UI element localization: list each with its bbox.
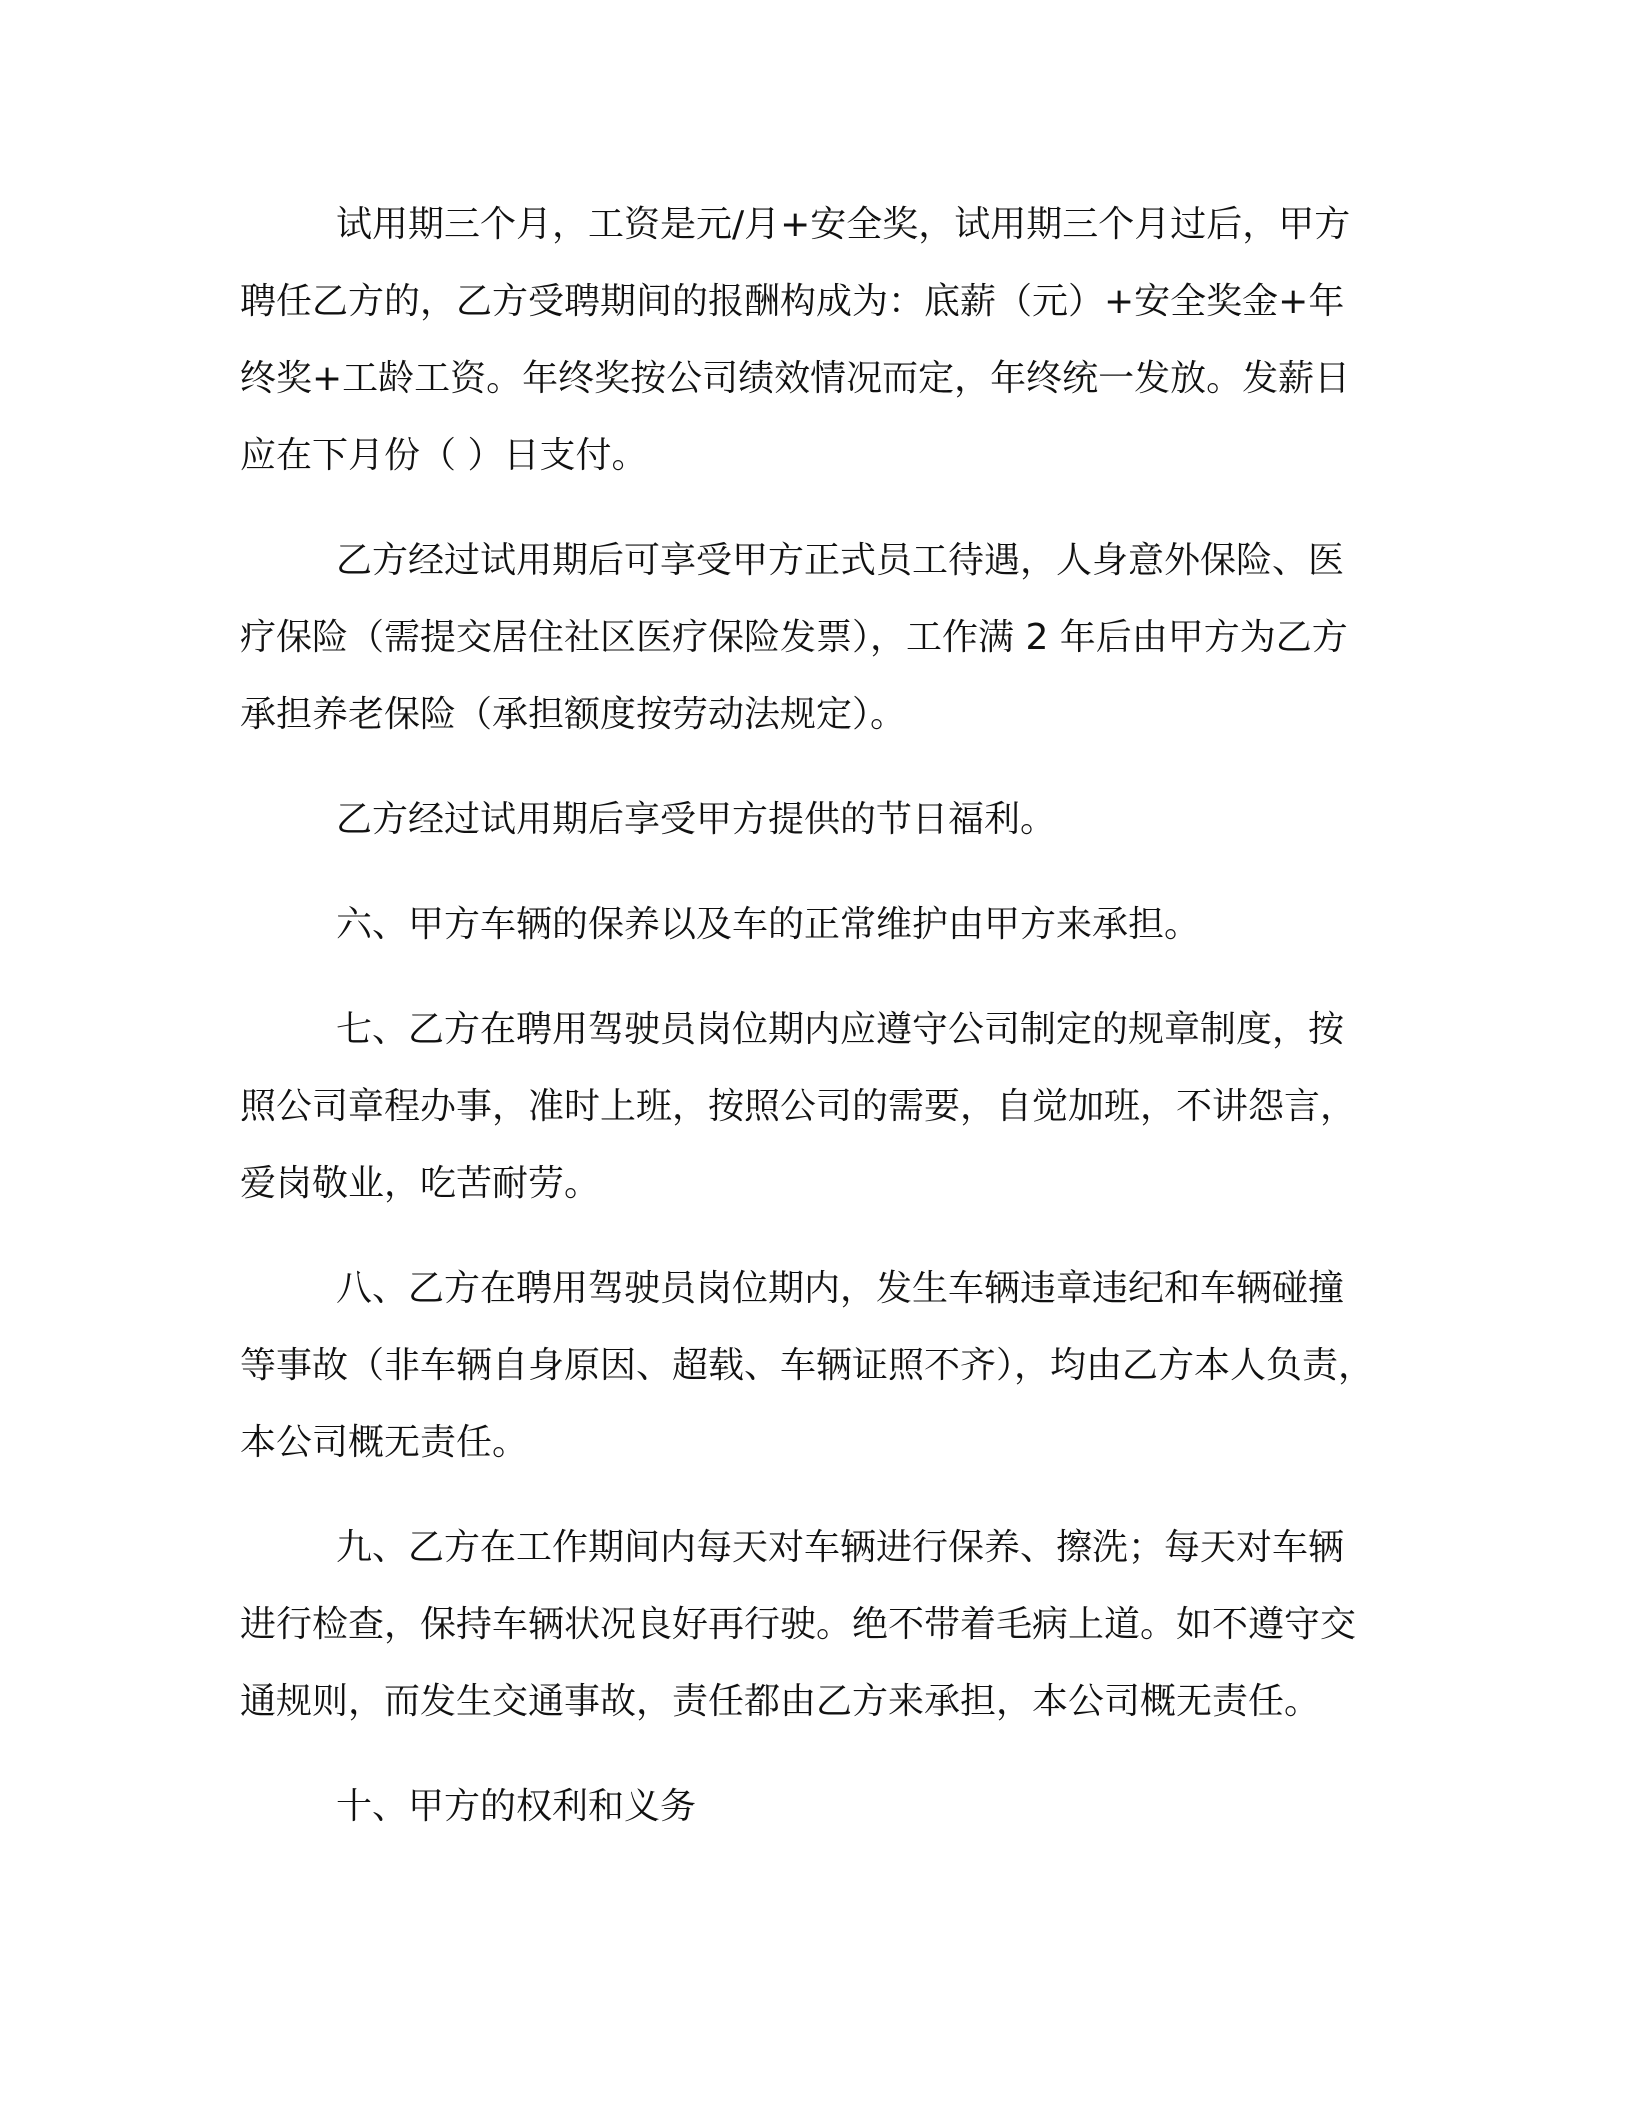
- paragraph-clause-7: 七、乙方在聘用驾驶员岗位期内应遵守公司制定的规章制度，按照公司章程办事，准时上班，按照公司的需要，自觉加班，不讲怨言，爱岗敬业，吃苦耐劳。: [240, 1009, 1357, 1204]
- paragraph-clause-8: 八、乙方在聘用驾驶员岗位期内，发生车辆违章违纪和车辆碰撞等事故（非车辆自身原因、超载、车辆证照不齐），均由乙方本人负责，本公司概无责任。: [240, 1268, 1375, 1463]
- document-page: [240, 186, 1376, 1845]
- paragraph-clause-10-heading: 十、甲方的权利和义务: [336, 1786, 697, 1827]
- paragraph-holiday-benefits: 乙方经过试用期后享受甲方提供的节日福利。: [336, 799, 1057, 840]
- paragraph-salary: 试用期三个月，工资是元/月+安全奖，试用期三个月过后，甲方聘任乙方的，乙方受聘期间的报酬构成为：底薪（元）+安全奖金+年终奖+工龄工资。年终奖按公司绩效情况而定，年终统一发放。发薪日应在下月份（ ）日支付。: [240, 204, 1351, 476]
- paragraph-insurance: 乙方经过试用期后可享受甲方正式员工待遇，人身意外保险、医疗保险（需提交居住社区医疗保险发票），工作满 2 年后由甲方为乙方承担养老保险（承担额度按劳动法规定）。: [240, 540, 1348, 735]
- paragraph-clause-6: 六、甲方车辆的保养以及车的正常维护由甲方来承担。: [336, 904, 1201, 945]
- paragraph-clause-9: 九、乙方在工作期间内每天对车辆进行保养、擦洗；每天对车辆进行检查，保持车辆状况良好再行驶。绝不带着毛病上道。如不遵守交通规则，而发生交通事故，责任都由乙方来承担，本公司概无责任。: [240, 1527, 1357, 1722]
